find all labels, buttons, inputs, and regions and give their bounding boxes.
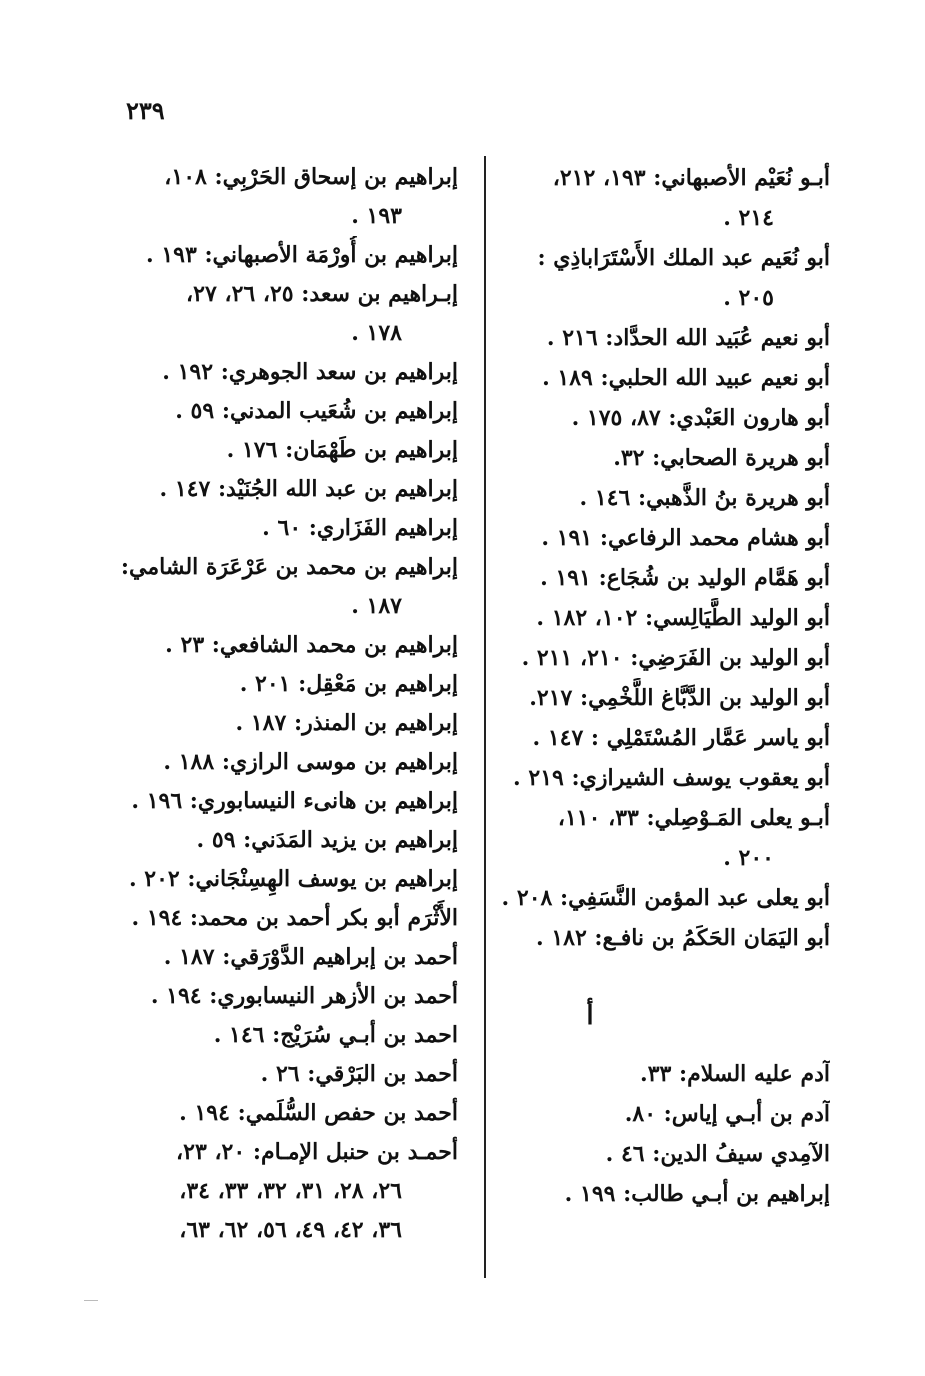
entry-text: أحمـد بن حنبل الإمـام: ۲۰، ۲۳، bbox=[176, 1139, 458, 1165]
index-entry bbox=[120, 743, 458, 782]
entry-text: آدم عليه السلام: ۳۳. bbox=[640, 1061, 830, 1087]
index-entry bbox=[120, 782, 458, 821]
index-entry bbox=[500, 918, 830, 958]
index-entry bbox=[500, 878, 830, 918]
index-entry bbox=[500, 1094, 830, 1134]
index-entry bbox=[120, 665, 458, 704]
margin-mark bbox=[84, 1300, 98, 1301]
index-entry bbox=[500, 1054, 830, 1094]
index-entry bbox=[500, 438, 830, 478]
page-number: ۲۳۹ bbox=[126, 96, 165, 125]
index-entry bbox=[120, 392, 458, 431]
index-entry bbox=[120, 1094, 458, 1133]
entry-continuation: ۲۰۰ . bbox=[723, 845, 774, 871]
entry-text: إبراهيم بن شُعَيب المدني: ٥۹ . bbox=[175, 398, 458, 424]
index-entry bbox=[500, 638, 830, 678]
section-letter-heading: أ bbox=[586, 1001, 594, 1031]
index-entry bbox=[120, 899, 458, 938]
index-entry bbox=[500, 518, 830, 558]
entry-text: أبو الوليد الطَّيَالِسي: ۱۰۲، ۱۸۲ . bbox=[536, 605, 830, 631]
entry-text: أبو يعقوب يوسف الشيرازي: ۲۱۹ . bbox=[513, 765, 830, 791]
index-entry bbox=[120, 275, 458, 353]
entry-text: أحمد بن إبراهيم الدَّوْرَقي: ۱۸۷ . bbox=[163, 944, 458, 970]
entry-text: إبراهيم بن سعد الجوهري: ۱۹۲ . bbox=[162, 359, 458, 385]
entry-text: الأَثْرَم أبو بكر أحمد بن محمد: ۱۹٤ . bbox=[131, 905, 458, 931]
index-entry bbox=[120, 548, 458, 626]
index-entry bbox=[120, 353, 458, 392]
entry-continuation: ۱۸۷ . bbox=[351, 593, 402, 619]
index-entry bbox=[500, 1134, 830, 1174]
index-entry bbox=[500, 158, 830, 238]
left-entries bbox=[120, 158, 458, 1250]
entry-continuation: ۳٦، ٤۲، ٤۹، ٥٦، ٦۲، ٦۳، bbox=[179, 1217, 402, 1243]
entry-text: إبراهيم الفَزَاري: ٦۰ . bbox=[262, 515, 458, 541]
entry-text: إبراهيم بن موسى الرازي: ۱۸۸ . bbox=[163, 749, 458, 775]
entry-text: أبو نعيم عُبَيد الله الحدَّاد: ۲۱٦ . bbox=[546, 325, 830, 351]
entry-text: الآمِدي سيفُ الدين: ٤٦ . bbox=[605, 1141, 830, 1167]
entry-text: إبـراهيم بن سعد: ۲٥، ۲٦، ۲۷، bbox=[186, 281, 458, 307]
entry-text: إبراهيم بن مَعْقِل: ۲۰۱ . bbox=[239, 671, 458, 697]
index-entry bbox=[500, 238, 830, 318]
index-entry bbox=[120, 704, 458, 743]
entry-text: أحمد بن البَرْقي: ۲٦ . bbox=[260, 1061, 458, 1087]
entry-text: أبو ياسر عَمَّار المُسْتَمْلِي : ۱٤۷ . bbox=[532, 725, 830, 751]
index-entry bbox=[500, 318, 830, 358]
index-entry bbox=[120, 1016, 458, 1055]
entry-text: أبو هارون العَبْدي: ۸۷، ۱۷٥ . bbox=[571, 405, 830, 431]
entry-text: أبو اليَمَان الحَكَمُ بن نافـع: ۱۸۲ . bbox=[535, 925, 830, 951]
index-entry bbox=[500, 398, 830, 438]
entry-text: إبراهيم بن يوسف الهِسِنْجَاني: ۲۰۲ . bbox=[128, 866, 458, 892]
entry-text: إبراهيم بن محمد الشافعي: ۲۳ . bbox=[165, 632, 458, 658]
entry-text: أحمد بن حفص السُّلَمي: ۱۹٤ . bbox=[179, 1100, 458, 1126]
entry-text: أبـو نُعَيْم الأصبهاني: ۱۹۳، ۲۱۲، bbox=[552, 165, 830, 191]
index-entry bbox=[500, 558, 830, 598]
entry-text: أبو نعيم عبيد الله الحلبي: ۱۸۹ . bbox=[542, 365, 830, 391]
entry-text: إبراهيم بن أبـي طالب: ۱۹۹ . bbox=[564, 1181, 830, 1207]
index-entry bbox=[500, 478, 830, 518]
entry-continuation: ۲۰٥ . bbox=[723, 285, 774, 311]
entry-text: آدم بن أبـي إياس: ۸۰. bbox=[624, 1101, 830, 1127]
entry-text: أبو يعلى عبد المؤمن النَّسَفِي: ۲۰۸ . bbox=[501, 885, 830, 911]
index-entry bbox=[120, 431, 458, 470]
entry-text: إبراهيم بن طَهْمَان: ۱۷٦ . bbox=[226, 437, 458, 463]
index-entry bbox=[120, 860, 458, 899]
entry-text: أبو هريرة الصحابي: ۳۲. bbox=[613, 445, 830, 471]
index-entry bbox=[120, 938, 458, 977]
index-entry bbox=[120, 626, 458, 665]
entry-text: أبو الوليد بن الدَّبَّاغ اللَّخْمِي: ۲۱۷. bbox=[529, 685, 830, 711]
index-column-left bbox=[120, 158, 458, 1250]
entry-text: إبراهيم بن المنذر: ۱۸۷ . bbox=[235, 710, 458, 736]
index-entry bbox=[500, 678, 830, 718]
entry-continuation: ۱۹۳ . bbox=[351, 203, 402, 229]
right-entries-bottom bbox=[500, 1054, 830, 1214]
entry-text: أبو نُعَيم عبد الملك الأَسْتَرَاباذِي : bbox=[537, 245, 830, 271]
column-divider bbox=[484, 156, 486, 1278]
entry-text: إبراهيم بن يزيد المَدَني: ٥۹ . bbox=[196, 827, 458, 853]
index-entry bbox=[500, 718, 830, 758]
entry-text: إبراهيم بن عبد الله الجُنَيْد: ۱٤۷ . bbox=[159, 476, 458, 502]
index-entry bbox=[120, 1133, 458, 1250]
index-entry bbox=[120, 470, 458, 509]
index-entry bbox=[500, 758, 830, 798]
entry-text: أبو هَمَّام الوليد بن شُجَاع: ۱۹۱ . bbox=[540, 565, 830, 591]
index-entry bbox=[120, 158, 458, 236]
index-entry bbox=[500, 598, 830, 638]
entry-continuation: ۱۷۸ . bbox=[351, 320, 402, 346]
entry-text: احمد بن أبـي سُرَيْج: ۱٤٦ . bbox=[213, 1022, 458, 1048]
index-entry bbox=[120, 1055, 458, 1094]
entry-continuation: ۲٦، ۲۸، ۳۱، ۳۲، ۳۳، ۳٤، bbox=[179, 1178, 402, 1204]
right-entries-top bbox=[500, 158, 830, 958]
index-entry bbox=[120, 236, 458, 275]
entry-text: إبراهيم بن محمد بن عَرْعَرَة الشامي: bbox=[120, 554, 458, 580]
entry-text: أبـو يعلى المَـوْصِلي: ۳۳، ۱۱۰، bbox=[557, 805, 830, 831]
entry-text: أحمد بن الأزهر النيسابوري: ۱۹٤ . bbox=[150, 983, 458, 1009]
index-entry bbox=[120, 977, 458, 1016]
entry-text: أبو هريرة بنُ الذَّهبي: ۱٤٦ . bbox=[579, 485, 830, 511]
entry-text: إبراهيم بن إسحاق الحَرْبِي: ۱۰۸، bbox=[164, 164, 458, 190]
entry-text: إبراهيم بن أُورْمَة الأصبهاني: ۱۹۳ . bbox=[146, 242, 458, 268]
entry-text: إبراهيم بن هانىء النيسابوري: ۱۹٦ . bbox=[131, 788, 458, 814]
index-entry bbox=[500, 358, 830, 398]
index-entry bbox=[120, 509, 458, 548]
index-column-right bbox=[500, 158, 830, 1214]
index-entry bbox=[120, 821, 458, 860]
index-entry bbox=[500, 798, 830, 878]
entry-text: أبو الوليد بن الفَرَضِي: ۲۱۰، ۲۱۱ . bbox=[521, 645, 830, 671]
entry-continuation: ۲۱٤ . bbox=[723, 205, 774, 231]
entry-text: أبو هشام محمد الرفاعي: ۱۹۱ . bbox=[541, 525, 830, 551]
index-entry bbox=[500, 1174, 830, 1214]
